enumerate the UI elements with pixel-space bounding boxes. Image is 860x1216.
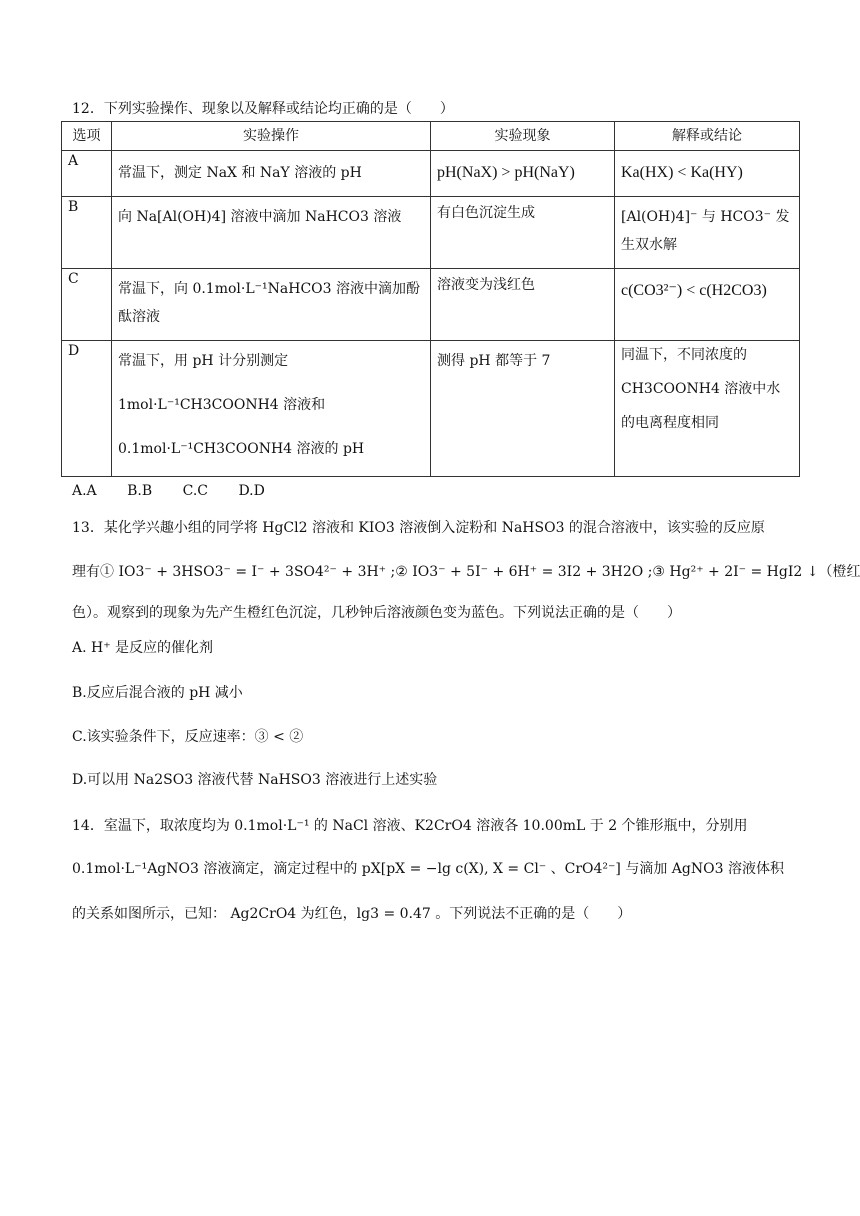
conclusion-cell xyxy=(615,197,800,269)
q12-table xyxy=(61,121,800,477)
phenomenon-cell xyxy=(431,197,615,269)
q13-option-d[interactable]: D.可以用 Na2SO3 溶液代替 NaHSO3 溶液进行上述实验 xyxy=(72,772,438,788)
header-conclusion: 解释或结论 xyxy=(615,122,800,151)
header-phenomenon: 实验现象 xyxy=(431,122,615,151)
phenomenon-cell xyxy=(431,151,615,197)
phenomenon-cell xyxy=(431,269,615,341)
operation-text: 酞溶液 xyxy=(118,309,160,325)
choice-c[interactable]: C.C xyxy=(182,483,208,499)
q12-choices xyxy=(72,481,291,501)
option-label: D xyxy=(62,341,112,477)
phenomenon-text: pH(NaX) > pH(NaY) xyxy=(437,164,575,181)
q12-stem: 12．下列实验操作、现象以及解释或结论均正确的是（ ） xyxy=(72,101,454,117)
conclusion-text: [Al(OH)4]⁻ 与 HCO3⁻ 发 xyxy=(621,209,790,225)
phenomenon-text: 测得 pH 都等于 7 xyxy=(437,353,551,369)
conclusion-text: Ka(HX) < Ka(HY) xyxy=(621,164,743,181)
operation-cell xyxy=(112,151,431,197)
q13-option-a[interactable]: A. H⁺ 是反应的催化剂 xyxy=(72,640,214,656)
table-row xyxy=(62,197,800,269)
table-row xyxy=(62,341,800,477)
operation-cell xyxy=(112,341,431,477)
operation-text: 常温下，测定 NaX 和 NaY 溶液的 pH xyxy=(118,165,362,181)
conclusion-cell xyxy=(615,151,800,197)
q14-stem-line-1: 14．室温下，取浓度均为 0.1mol·L⁻¹ 的 NaCl 溶液、K2CrO4 溶液各 10.00mL 于 2 个锥形瓶中，分别用 xyxy=(72,818,748,834)
operation-text: 0.1mol·L⁻¹CH3COONH4 溶液的 pH xyxy=(118,441,365,457)
table-row xyxy=(62,269,800,341)
q13-option-c[interactable]: C.该实验条件下，反应速率：③ < ② xyxy=(72,729,304,745)
table-row xyxy=(62,151,800,197)
conclusion-text: 同温下，不同浓度的 xyxy=(621,347,747,363)
phenomenon-text: 溶液变为浅红色 xyxy=(437,277,535,293)
conclusion-text: c(CO3²⁻) < c(H2CO3) xyxy=(621,282,767,299)
q13-stem-line-2: 理有① IO3⁻ + 3HSO3⁻ = I⁻ + 3SO4²⁻ + 3H⁺ ;② IO3⁻ + 5I⁻ + 6H⁺ = 3I2 + 3H2O ;③ Hg²⁺ + 2I⁻ = HgI2 ↓（橙红 xyxy=(72,564,860,580)
conclusion-cell xyxy=(615,341,800,477)
operation-text: 常温下，用 pH 计分别测定 xyxy=(118,353,289,369)
option-label: A xyxy=(62,151,112,197)
operation-cell xyxy=(112,269,431,341)
q14-stem-line-2: 0.1mol·L⁻¹AgNO3 溶液滴定，滴定过程中的 pX[pX = −lg c(X), X = Cl⁻ 、CrO4²⁻] 与滴加 AgNO3 溶液体积 xyxy=(72,861,784,877)
choice-d[interactable]: D.D xyxy=(238,483,265,499)
conclusion-text: 的电离程度相同 xyxy=(621,415,719,431)
conclusion-text: CH3COONH4 溶液中水 xyxy=(621,381,781,397)
table-header-row xyxy=(62,122,800,151)
conclusion-cell xyxy=(615,269,800,341)
header-option: 选项 xyxy=(62,122,112,151)
operation-text: 常温下，向 0.1mol·L⁻¹NaHCO3 溶液中滴加酚 xyxy=(118,281,420,297)
q13-option-b[interactable]: B.反应后混合液的 pH 减小 xyxy=(72,685,243,701)
operation-cell xyxy=(112,197,431,269)
q13-stem-line-3: 色）。观察到的现象为先产生橙红色沉淀，几秒钟后溶液颜色变为蓝色。下列说法正确的是（ ） xyxy=(72,605,681,621)
header-operation: 实验操作 xyxy=(112,122,431,151)
operation-text: 1mol·L⁻¹CH3COONH4 溶液和 xyxy=(118,397,326,413)
option-label: B xyxy=(62,197,112,269)
phenomenon-cell xyxy=(431,341,615,477)
conclusion-text: 生双水解 xyxy=(621,237,677,253)
operation-text: 向 Na[Al(OH)4] 溶液中滴加 NaHCO3 溶液 xyxy=(118,209,402,225)
phenomenon-text: 有白色沉淀生成 xyxy=(437,205,535,221)
choice-a[interactable]: A.A xyxy=(72,483,97,499)
q14-stem-line-3: 的关系如图所示，已知： Ag2CrO4 为红色，lg3 = 0.47 。下列说法不正确的是（ ） xyxy=(72,906,632,922)
q13-stem-line-1: 13．某化学兴趣小组的同学将 HgCl2 溶液和 KIO3 溶液倒入淀粉和 NaHSO3 的混合溶液中，该实验的反应原 xyxy=(72,520,765,536)
choice-b[interactable]: B.B xyxy=(127,483,153,499)
option-label: C xyxy=(62,269,112,341)
